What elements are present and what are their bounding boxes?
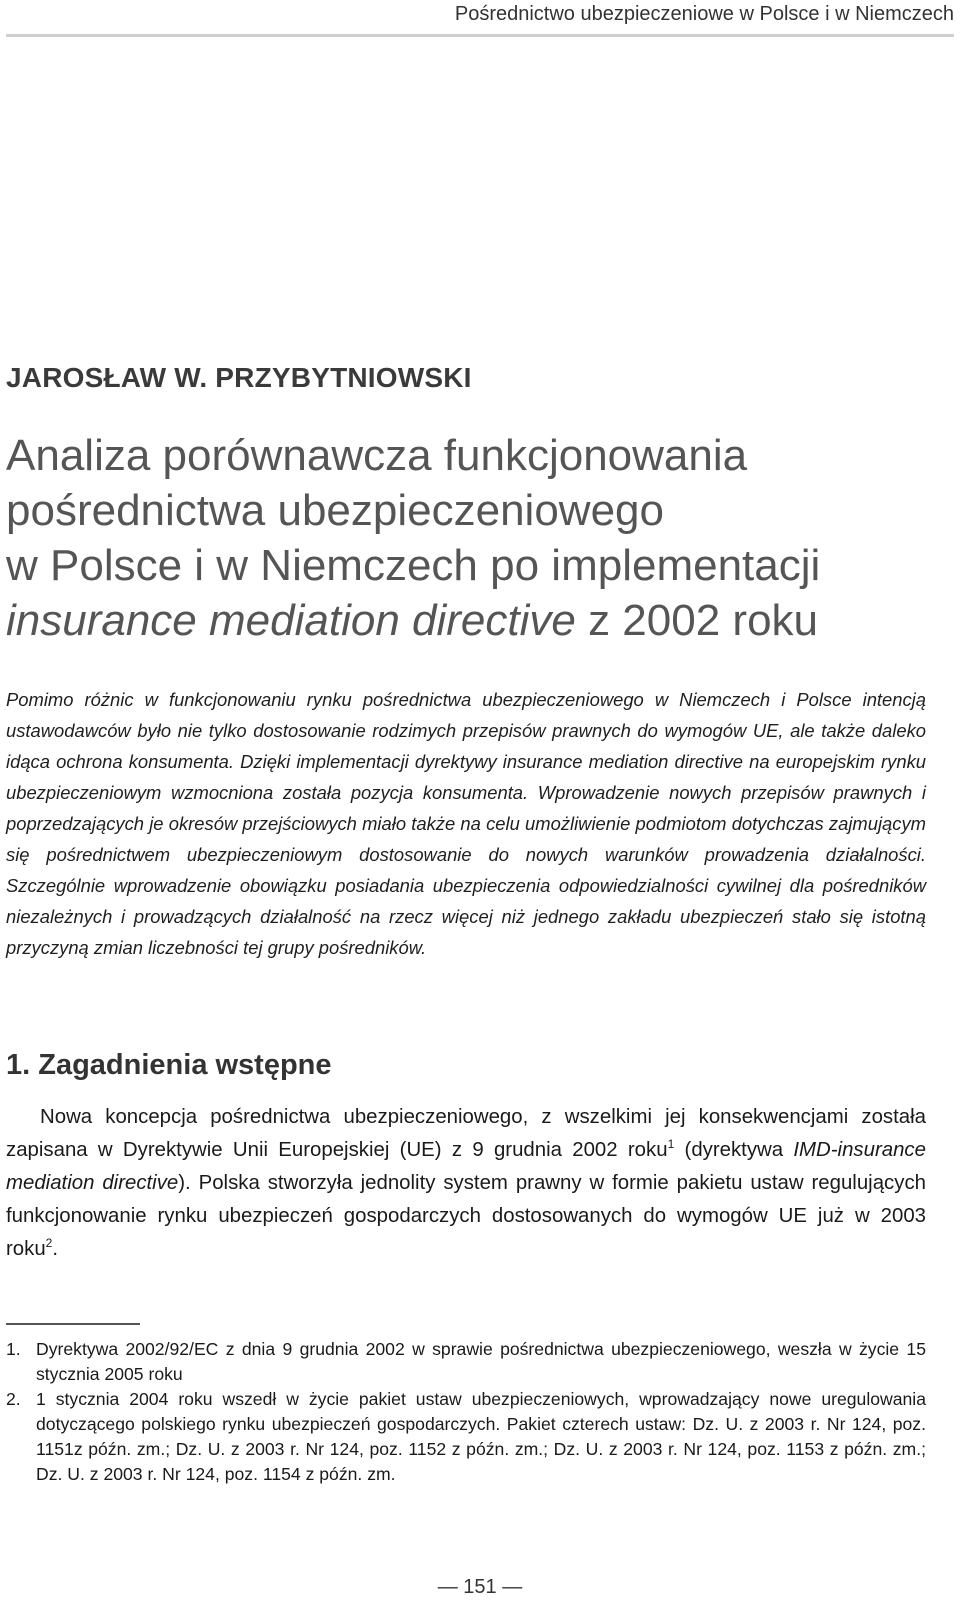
footnote-number: 2. <box>6 1389 21 1409</box>
footnote-number: 1. <box>6 1339 21 1359</box>
title-line-4 <box>6 593 946 648</box>
footnotes-list <box>6 1337 926 1487</box>
para-italic-term: IMD-insurance mediation directive <box>6 1139 926 1194</box>
para-text-4: . <box>52 1238 59 1260</box>
footnote-rule <box>6 1323 140 1325</box>
footnote-item <box>6 1337 926 1387</box>
footnote-ref-1: 1 <box>667 1137 675 1152</box>
author-name: JAROSŁAW W. PRZYBYTNIOWSKI <box>6 362 472 393</box>
title-line-1: Analiza porównawcza funkcjonowania <box>6 431 748 480</box>
abstract: Pomimo różnic w funkcjonowaniu rynku pośrednictwa ubezpieczeniowego w Niemczech i Polsce intencją ustawodawców było nie tylko dostosowanie rodzimych przepisów prawnych do wymogów UE, ale także daleko idąca ochrona konsumenta. Dzięki implementacji dyrektywy insurance mediation directive na europejskim rynku ubezpieczeniowym wzmocniona została pozycja konsumenta. Wprowadzenie nowych przepisów prawnych i poprzedzających je okresów przejściowych miało także na celu umożliwienie podmiotom dotychczas zajmującym się pośrednictwem ubezpieczeniowym dostosowanie do nowych warunków prowadzenia działalności. Szczególnie wprowadzenie obowiązku posiadania ubezpieczenia odpowiedzialności cywilnej dla pośredników niezależnych i prowadzących działalność na rzecz więcej niż jednego zakładu ubezpieczeń stało się istotną przyczyną zmian liczebności tej grupy pośredników. <box>6 689 926 958</box>
para-text-2: (dyrektywa <box>674 1139 794 1161</box>
para-text-3: ). Polska stworzyła jednolity system prawny w formie pakietu ustaw regulujących funkcjonowanie rynku ubezpieczeń gospodarczych dostosowanych do wymogów UE już w 2003 roku <box>6 1172 926 1260</box>
running-header: Pośrednictwo ubezpieczeniowe w Polsce i w Niemczech <box>454 3 954 25</box>
title-line-3: w Polsce i w Niemczech po implementacji <box>6 541 821 590</box>
title-italic-term: insurance mediation directive <box>6 596 576 645</box>
section-heading: 1. Zagadnienia wstępne <box>6 1049 332 1081</box>
body-paragraph <box>6 1101 926 1266</box>
title-line-2: pośrednictwa ubezpieczeniowego <box>6 486 664 535</box>
para-text-1: Nowa koncepcja pośrednictwa ubezpieczeniowego, z wszelkimi jej konsekwencjami została zapisana w Dyrektywie Unii Europejskiej (UE) z 9 grudnia 2002 roku <box>6 1106 926 1161</box>
page-number: — 151 — <box>437 1576 523 1598</box>
footnote-ref-2: 2 <box>45 1236 53 1251</box>
footnote-item <box>6 1387 926 1487</box>
footnote-text: 1 stycznia 2004 roku wszedł w życie pakiet ustaw ubezpieczeniowych, wprowadzający nowe uregulowania dotyczącego polskiego rynku ubezpieczeń gospodarczych. Pakiet czterech ustaw: Dz. U. z 2003 r. Nr 124, poz. 1151z późn. zm.; Dz. U. z 2003 r. Nr 124, poz. 1152 z późn. zm.; Dz. U. z 2003 r. Nr 124, poz. 1153 z późn. zm.; Dz. U. z 2003 r. Nr 124, poz. 1154 z późn. zm. <box>36 1389 926 1484</box>
header-rule <box>6 34 954 37</box>
footnote-text: Dyrektywa 2002/92/EC z dnia 9 grudnia 2002 w sprawie pośrednictwa ubezpieczeniowego, weszła w życie 15 stycznia 2005 roku <box>36 1339 926 1384</box>
title-line-4-rest: z 2002 roku <box>575 596 819 645</box>
article-title <box>6 428 946 648</box>
